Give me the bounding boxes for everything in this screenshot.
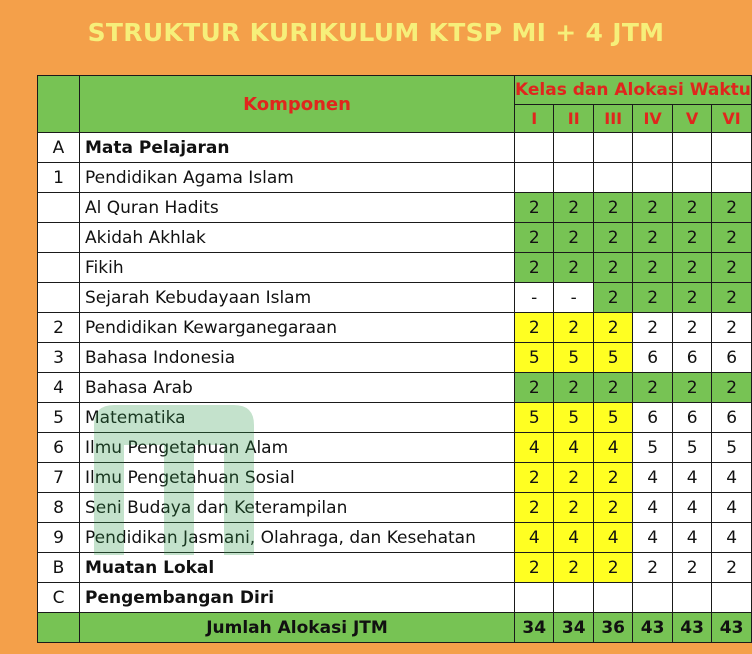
value-cell-class-4: 2 <box>633 253 672 283</box>
value-cell-class-4: 6 <box>633 343 672 373</box>
value-cell-class-3 <box>593 583 632 613</box>
row-number <box>38 283 80 313</box>
value-cell-class-5: 4 <box>672 463 711 493</box>
value-cell-class-2: - <box>554 283 593 313</box>
row-number <box>38 193 80 223</box>
table-row <box>38 523 752 553</box>
value-cell-class-4: 2 <box>633 553 672 583</box>
value-cell-class-4: 2 <box>633 313 672 343</box>
value-cell-class-3: 4 <box>593 433 632 463</box>
value-cell-class-6: 2 <box>712 283 752 313</box>
value-cell-class-5: 2 <box>672 373 711 403</box>
value-cell-class-2: 4 <box>554 523 593 553</box>
footer-total-class-5: 43 <box>672 613 711 643</box>
value-cell-class-3 <box>593 163 632 193</box>
value-cell-class-1: 5 <box>515 343 554 373</box>
value-cell-class-4: 2 <box>633 373 672 403</box>
value-cell-class-1 <box>515 133 554 163</box>
row-subject-name: Matematika <box>80 403 515 433</box>
table-row <box>38 223 752 253</box>
value-cell-class-5: 6 <box>672 343 711 373</box>
value-cell-class-1: 2 <box>515 553 554 583</box>
value-cell-class-5: 2 <box>672 283 711 313</box>
row-number: 8 <box>38 493 80 523</box>
value-cell-class-5: 2 <box>672 253 711 283</box>
value-cell-class-5: 4 <box>672 493 711 523</box>
value-cell-class-5: 2 <box>672 193 711 223</box>
value-cell-class-6: 2 <box>712 313 752 343</box>
row-number <box>38 253 80 283</box>
row-subject-name: Bahasa Indonesia <box>80 343 515 373</box>
value-cell-class-2: 2 <box>554 493 593 523</box>
header-class-3: III <box>593 105 632 133</box>
value-cell-class-2: 5 <box>554 403 593 433</box>
value-cell-class-2: 2 <box>554 373 593 403</box>
value-cell-class-2: 2 <box>554 553 593 583</box>
table-row <box>38 193 752 223</box>
value-cell-class-2: 4 <box>554 433 593 463</box>
table-row <box>38 133 752 163</box>
value-cell-class-4: 2 <box>633 193 672 223</box>
value-cell-class-3: 2 <box>593 493 632 523</box>
header-class-5: V <box>672 105 711 133</box>
value-cell-class-2: 2 <box>554 223 593 253</box>
value-cell-class-1: 4 <box>515 433 554 463</box>
table-row <box>38 403 752 433</box>
row-number: 6 <box>38 433 80 463</box>
value-cell-class-1: 2 <box>515 493 554 523</box>
value-cell-class-4: 6 <box>633 403 672 433</box>
footer-blank-cell <box>38 613 80 643</box>
value-cell-class-3: 2 <box>593 313 632 343</box>
value-cell-class-1: 2 <box>515 223 554 253</box>
row-number: B <box>38 553 80 583</box>
row-number <box>38 223 80 253</box>
row-number: 2 <box>38 313 80 343</box>
value-cell-class-1: 4 <box>515 523 554 553</box>
value-cell-class-2: 5 <box>554 343 593 373</box>
row-subject-name: Mata Pelajaran <box>80 133 515 163</box>
value-cell-class-1: - <box>515 283 554 313</box>
row-subject-name: Fikih <box>80 253 515 283</box>
value-cell-class-1: 2 <box>515 373 554 403</box>
header-class-2: II <box>554 105 593 133</box>
value-cell-class-5 <box>672 583 711 613</box>
value-cell-class-4: 2 <box>633 223 672 253</box>
value-cell-class-4 <box>633 133 672 163</box>
value-cell-class-6: 4 <box>712 463 752 493</box>
header-komponen: Komponen <box>80 76 515 133</box>
value-cell-class-4: 5 <box>633 433 672 463</box>
table-row <box>38 463 752 493</box>
value-cell-class-3: 2 <box>593 223 632 253</box>
value-cell-class-6: 2 <box>712 253 752 283</box>
table-row <box>38 163 752 193</box>
value-cell-class-1: 2 <box>515 253 554 283</box>
row-subject-name: Al Quran Hadits <box>80 193 515 223</box>
value-cell-class-6: 4 <box>712 493 752 523</box>
value-cell-class-1: 2 <box>515 193 554 223</box>
value-cell-class-6: 4 <box>712 523 752 553</box>
value-cell-class-6: 5 <box>712 433 752 463</box>
row-subject-name: Sejarah Kebudayaan Islam <box>80 283 515 313</box>
value-cell-class-6: 6 <box>712 343 752 373</box>
value-cell-class-3: 2 <box>593 283 632 313</box>
value-cell-class-3: 4 <box>593 523 632 553</box>
footer-row <box>38 613 752 643</box>
row-subject-name: Pengembangan Diri <box>80 583 515 613</box>
curriculum-table <box>37 75 752 643</box>
footer-total-class-6: 43 <box>712 613 752 643</box>
value-cell-class-5: 4 <box>672 523 711 553</box>
header-kelas-group: Kelas dan Alokasi Waktu <box>515 76 752 105</box>
value-cell-class-3: 2 <box>593 373 632 403</box>
footer-total-class-1: 34 <box>515 613 554 643</box>
table-row <box>38 313 752 343</box>
value-cell-class-1: 2 <box>515 463 554 493</box>
row-number: A <box>38 133 80 163</box>
value-cell-class-3: 2 <box>593 253 632 283</box>
row-number: 1 <box>38 163 80 193</box>
footer-label: Jumlah Alokasi JTM <box>80 613 515 643</box>
row-number: 3 <box>38 343 80 373</box>
row-subject-name: Ilmu Pengetahuan Sosial <box>80 463 515 493</box>
header-class-4: IV <box>633 105 672 133</box>
value-cell-class-5 <box>672 133 711 163</box>
value-cell-class-4: 2 <box>633 283 672 313</box>
table-row <box>38 253 752 283</box>
header-row-group <box>38 76 752 105</box>
row-number: 9 <box>38 523 80 553</box>
header-class-6: VI <box>712 105 752 133</box>
value-cell-class-6: 6 <box>712 403 752 433</box>
value-cell-class-5: 2 <box>672 313 711 343</box>
table-row <box>38 373 752 403</box>
row-number: 7 <box>38 463 80 493</box>
value-cell-class-5: 5 <box>672 433 711 463</box>
header-blank-cell <box>38 76 80 133</box>
value-cell-class-2 <box>554 163 593 193</box>
footer-total-class-3: 36 <box>593 613 632 643</box>
value-cell-class-4: 4 <box>633 493 672 523</box>
value-cell-class-6: 2 <box>712 553 752 583</box>
value-cell-class-3: 5 <box>593 343 632 373</box>
value-cell-class-4: 4 <box>633 463 672 493</box>
row-subject-name: Bahasa Arab <box>80 373 515 403</box>
table-row <box>38 433 752 463</box>
row-subject-name: Pendidikan Jasmani, Olahraga, dan Kesehatan <box>80 523 515 553</box>
row-subject-name: Pendidikan Kewarganegaraan <box>80 313 515 343</box>
value-cell-class-4 <box>633 163 672 193</box>
row-subject-name: Pendidikan Agama Islam <box>80 163 515 193</box>
value-cell-class-2: 2 <box>554 463 593 493</box>
value-cell-class-2: 2 <box>554 313 593 343</box>
value-cell-class-3: 2 <box>593 553 632 583</box>
value-cell-class-6 <box>712 583 752 613</box>
value-cell-class-4 <box>633 583 672 613</box>
table-row <box>38 583 752 613</box>
value-cell-class-5: 6 <box>672 403 711 433</box>
value-cell-class-3: 2 <box>593 193 632 223</box>
footer-total-class-2: 34 <box>554 613 593 643</box>
value-cell-class-6 <box>712 133 752 163</box>
page-title: STRUKTUR KURIKULUM KTSP MI + 4 JTM <box>87 18 665 47</box>
row-subject-name: Muatan Lokal <box>80 553 515 583</box>
header-class-1: I <box>515 105 554 133</box>
row-number: C <box>38 583 80 613</box>
value-cell-class-6: 2 <box>712 223 752 253</box>
value-cell-class-1 <box>515 583 554 613</box>
value-cell-class-3: 5 <box>593 403 632 433</box>
value-cell-class-1: 2 <box>515 313 554 343</box>
value-cell-class-5 <box>672 163 711 193</box>
table-row <box>38 553 752 583</box>
row-subject-name: Ilmu Pengetahuan Alam <box>80 433 515 463</box>
row-subject-name: Akidah Akhlak <box>80 223 515 253</box>
table-row <box>38 343 752 373</box>
table-row <box>38 283 752 313</box>
row-subject-name: Seni Budaya dan Keterampilan <box>80 493 515 523</box>
footer-total-class-4: 43 <box>633 613 672 643</box>
value-cell-class-6 <box>712 163 752 193</box>
value-cell-class-3 <box>593 133 632 163</box>
value-cell-class-2: 2 <box>554 193 593 223</box>
value-cell-class-1: 5 <box>515 403 554 433</box>
value-cell-class-1 <box>515 163 554 193</box>
value-cell-class-2 <box>554 583 593 613</box>
table-row <box>38 493 752 523</box>
value-cell-class-2 <box>554 133 593 163</box>
value-cell-class-5: 2 <box>672 553 711 583</box>
value-cell-class-6: 2 <box>712 373 752 403</box>
value-cell-class-4: 4 <box>633 523 672 553</box>
row-number: 4 <box>38 373 80 403</box>
value-cell-class-3: 2 <box>593 463 632 493</box>
value-cell-class-5: 2 <box>672 223 711 253</box>
value-cell-class-6: 2 <box>712 193 752 223</box>
row-number: 5 <box>38 403 80 433</box>
value-cell-class-2: 2 <box>554 253 593 283</box>
